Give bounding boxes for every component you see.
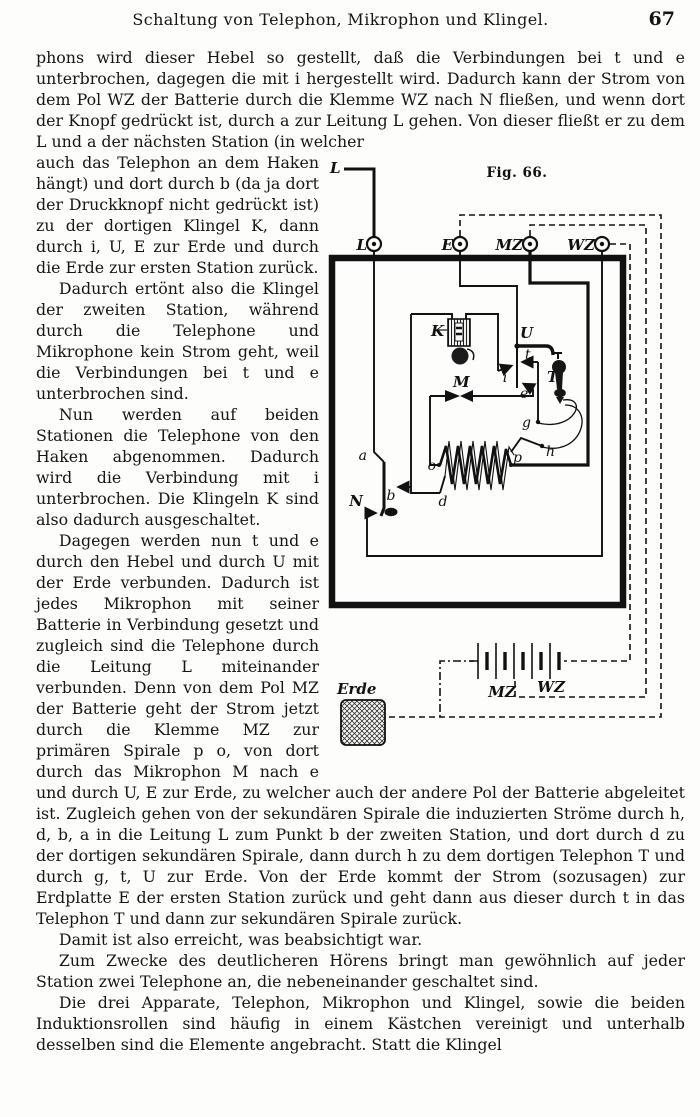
paragraph-1-top: phons wird dieser Hebel so gestellt, daß die Verbindungen bei t und e unterbrochen, dagegen die mit i hergestellt wird. Dadurch kann der Strom von dem Pol WZ der Batterie durch die Klemme WZ nach N fließen, und wenn dort der Knopf gedrückt ist, durch a zur Leitung L gehen. Von dieser fließt er zu dem L und a der nächsten Station (in welcher <box>36 48 685 151</box>
induction-coil <box>437 441 514 490</box>
microphone-symbol <box>445 390 473 402</box>
label-terminal-WZ: WZ <box>567 236 595 254</box>
label-microphone-M: M <box>453 373 470 391</box>
label-terminal-MZ: MZ <box>495 236 523 254</box>
hook-arm <box>517 346 553 355</box>
page-header <box>36 10 685 34</box>
wire-M-to-o <box>430 396 438 465</box>
battery-earth-wire <box>440 661 477 717</box>
figure-66 <box>327 156 685 758</box>
label-point-g: g <box>522 415 531 431</box>
paragraph-6: Zum Zwecke des deutlicheren Hörens bringt man gewöhnlich auf jeder Station zwei Telephone an, die nebeneinander geschaltet sind. <box>36 951 685 991</box>
paragraph-2: Dadurch ertönt also die Klingel der zweiten Station, während durch die Telephone und Mikrophone kein Strom geht, weil die Verbindungen bei t und e unterbrochen sind. <box>36 279 319 403</box>
label-contact-b: b <box>386 488 396 504</box>
label-contact-i: i <box>502 370 508 386</box>
telephone-handset <box>538 353 582 448</box>
label-point-h: h <box>546 444 556 460</box>
label-lever-a: a <box>358 448 367 464</box>
junction-U-dot <box>514 343 519 348</box>
wire-coil-to-d <box>440 476 445 493</box>
terminal-row <box>355 236 609 254</box>
label-battery-MZ: MZ <box>488 683 516 701</box>
page-number: 67 <box>648 8 675 30</box>
body-text <box>36 47 685 1055</box>
push-button-N <box>385 508 398 516</box>
paragraph-7: Die drei Apparate, Telephon, Mikrophon und Klingel, sowie die beiden Induktionsrollen sind häufig in einem Kästchen vereinigt und unterhalb desselben sind die Elemente angebracht. Statt die Klingel <box>36 993 685 1054</box>
label-line-L: L <box>330 159 341 177</box>
label-junction-U: U <box>520 324 534 342</box>
label-contact-t: t <box>525 347 531 363</box>
paragraph-3: Nun werden auf beiden Stationen die Telephone von den Haken abgenommen. Dadurch wird die Verbindung mit i unterbrochen. Die Klingeln K sind also dadurch ausgeschaltet. <box>36 405 319 529</box>
label-bell-K: K <box>430 322 444 340</box>
coil-o-dot <box>437 463 441 467</box>
label-coil-o: o <box>427 458 436 474</box>
paragraph-4: Dagegen werden nun t und e durch den Hebel und durch U mit der Erde verbunden. Dadurch ist jedes Mikrophon mit seiner Batterie in Verbindung gesetzt und zugleich sind die Telephone durch die Leitung L miteinander verbunden. Denn von dem Pol MZ der Batterie geht der Strom jetzt durch die Klemme MZ zur primären Spirale p o, von dort durch das Mikrophon M nach e und durch U, E zur Erde, zu welcher auch der andere Pol der Batterie abgeleitet ist. Zugleich gehen von der sekundären Spirale die induzierten Ströme durch h, d, b, a in die Leitung L zum Punkt b der zweiten Station, und dort durch d zu der dortigen sekundären Spirale, dann durch h zu dem dortigen Telephon T und durch g, t, U zur Erde. Von der Erde kommt der Strom (sozusagen) zur Erdplatte E der ersten Station zurück und geht dann aus dieser durch t in das Telephon T und dann zur sekundären Spirale zurück. <box>36 531 685 928</box>
wire-b-to-bell <box>411 314 452 319</box>
paragraph-5: Damit ist also erreicht, was beabsichtigt war. <box>58 930 423 949</box>
label-point-d: d <box>438 494 448 510</box>
bell-hammer-ball <box>452 348 469 365</box>
cord-g <box>538 400 576 425</box>
label-terminal-L: L <box>356 236 367 254</box>
mz-circuit-wire <box>515 225 646 697</box>
cord-h <box>542 405 582 448</box>
earth-plate <box>336 680 385 745</box>
paragraph-1-column: auch das Telephon an dem Haken hängt) und dort durch b (da ja dort der Druckknopf nicht gedrückt ist) zu der dortigen Klingel K, dann durch i, U, E zur Erde und durch die Erde zur ersten Station zurück. <box>36 153 319 277</box>
label-contact-e: e <box>520 386 529 402</box>
line-L-wire <box>344 169 374 238</box>
switch-lever-a <box>381 462 384 516</box>
label-terminal-E: E <box>441 236 453 254</box>
figure-caption: Fig. 66. <box>486 165 548 181</box>
label-button-N: N <box>349 492 363 510</box>
battery-symbol <box>470 643 566 701</box>
wire-L-to-lever <box>374 251 384 462</box>
circuit-diagram <box>327 156 685 758</box>
internal-wiring <box>367 251 602 556</box>
running-title: Schaltung von Telephon, Mikrophon und Klingel. <box>132 10 549 29</box>
label-telephone-T: T <box>547 368 559 386</box>
label-coil-p: p <box>513 450 522 466</box>
wire-WZ-to-N <box>367 251 602 556</box>
label-earth: Erde <box>337 680 377 698</box>
label-battery-WZ: WZ <box>537 678 565 696</box>
wire-MZ-to-p <box>511 251 588 465</box>
